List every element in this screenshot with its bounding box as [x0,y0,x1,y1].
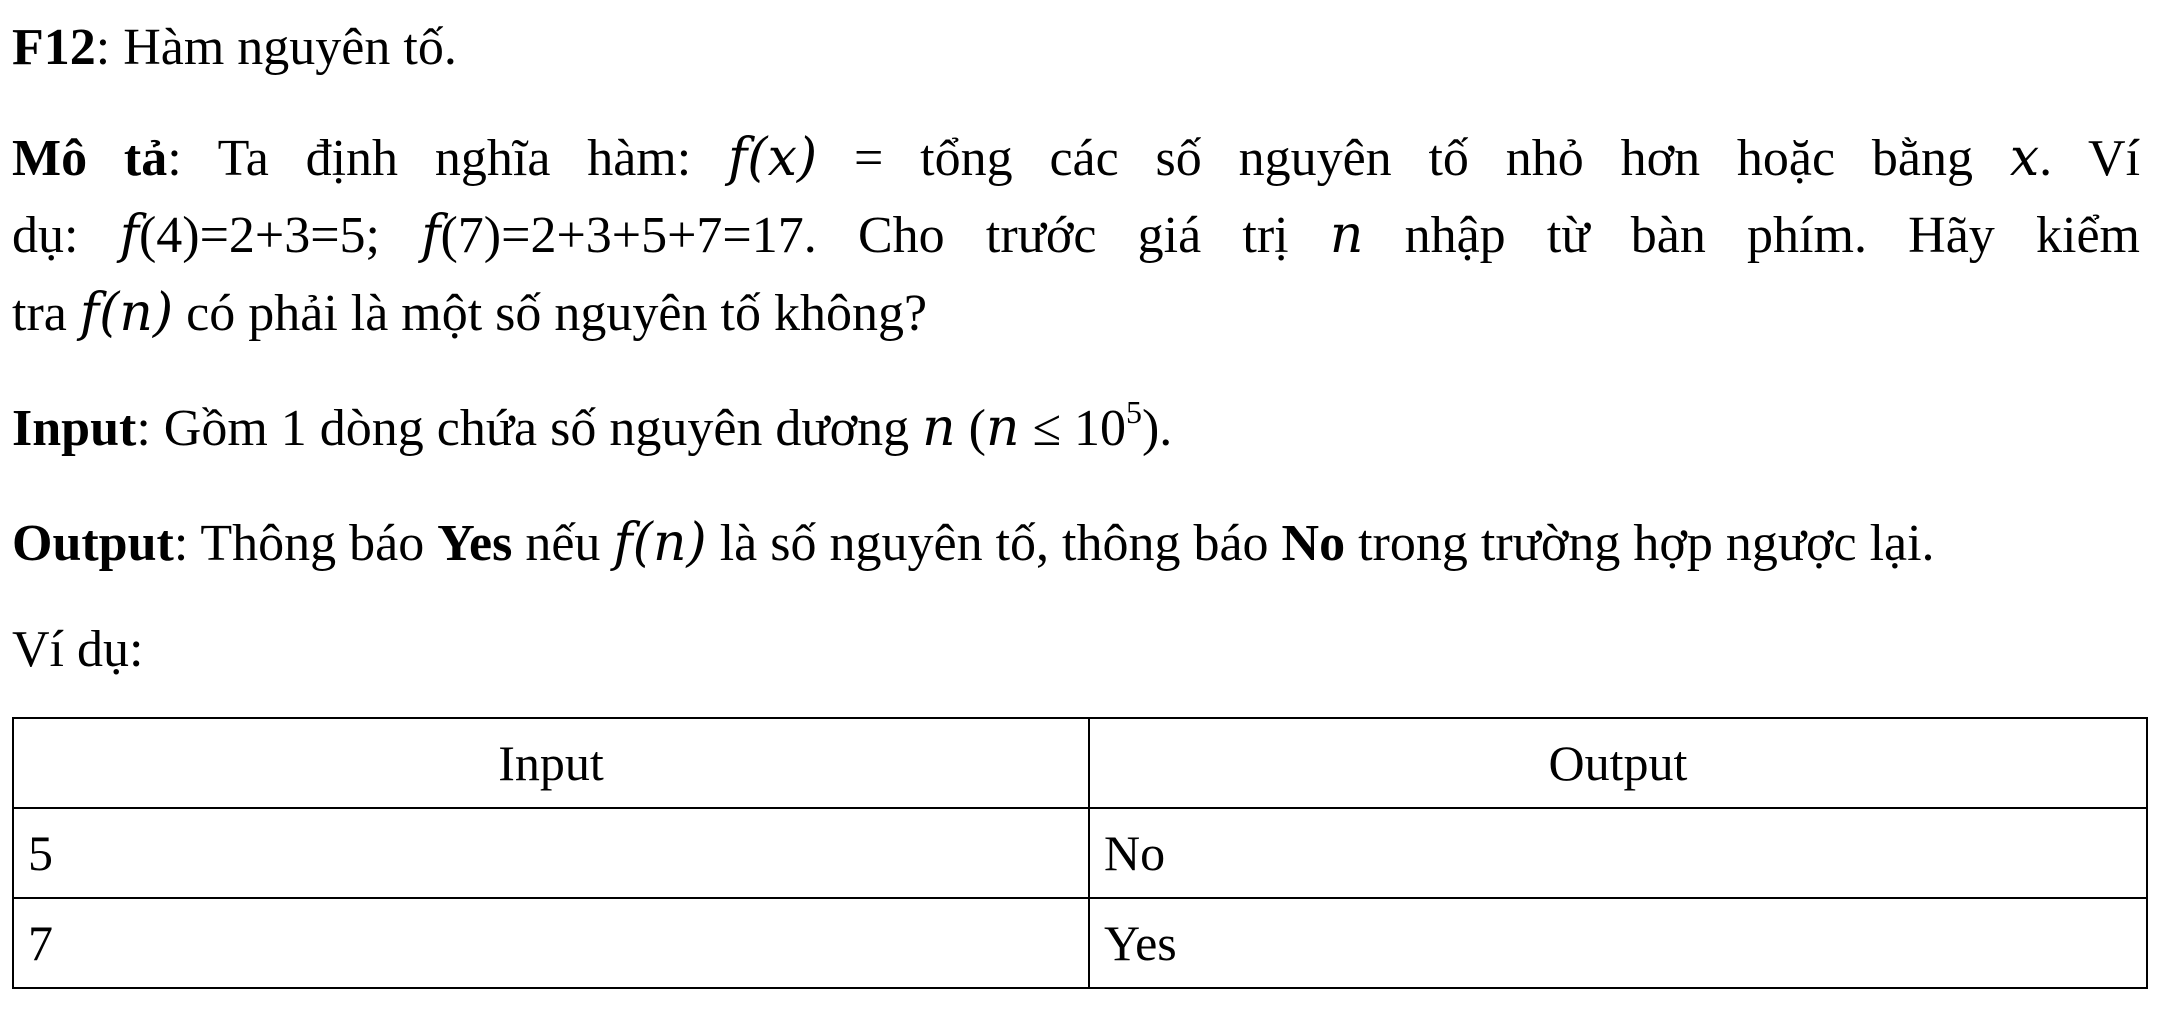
input-text: ). [1141,400,1173,457]
problem-code: F12 [12,19,96,76]
description-text: : Ta định nghĩa hàm: [167,130,729,187]
description-text: (7)=2+3+5+7=17. Cho trước giá trị [440,207,1330,264]
math-expression: f(n) [79,283,174,343]
output-spec [12,513,1935,574]
input-text: : Gồm 1 dòng chứa số nguyên dương [136,400,923,457]
math-expression: f(n) [613,513,707,573]
description-text: nhập từ bàn phím. Hãy kiểm [1363,207,2141,264]
example-table [12,717,2148,989]
math-variable: x [2009,128,2040,188]
table-cell-output: No [1089,808,2147,898]
description-text: . Ví [2039,130,2141,187]
exponent: 5 [1125,394,1142,430]
input-label: Input [12,400,137,457]
table-cell-output: Yes [1089,898,2147,988]
input-spec [12,394,1173,459]
math-variable: f [421,205,441,265]
description-line-1 [12,128,2140,189]
math-variable: f [119,205,139,265]
description-label: Mô tả [12,130,168,187]
table-header-output: Output [1089,718,2147,808]
input-text: ≤ 10 [1019,400,1126,457]
problem-title [12,18,457,78]
problem-title-text: : Hàm nguyên tố. [95,19,457,76]
table-header-row [13,718,2147,808]
description-text: tra [12,285,80,342]
math-variable: n [985,398,1020,458]
description-text: dụ: [12,207,120,264]
input-text: ( [955,400,986,457]
output-label: Output [12,515,174,572]
description-line-3 [12,283,927,344]
output-text: là số nguyên tố, thông báo [706,515,1282,572]
table-cell-input: 7 [13,898,1089,988]
output-text: : Thông báo [173,515,438,572]
output-text: trong trường hợp ngược lại. [1345,515,1935,572]
description-text: có phải là một số nguyên tố không? [173,285,928,342]
math-variable: n [1329,205,1364,265]
math-expression: f(x) [728,128,818,188]
table-row [13,808,2147,898]
no-keyword: No [1281,515,1346,572]
description-text: (4)=2+3=5; [138,207,422,264]
math-variable: n [922,398,956,458]
output-text: nếu [512,515,614,572]
example-label: Ví dụ: [12,621,144,678]
description-text: = tổng các số nguyên tố nhỏ hơn hoặc bằng [817,130,2010,187]
table-header-input: Input [13,718,1089,808]
description-line-2 [12,205,2140,266]
table-row [13,898,2147,988]
table-cell-input: 5 [13,808,1089,898]
yes-keyword: Yes [437,515,513,572]
